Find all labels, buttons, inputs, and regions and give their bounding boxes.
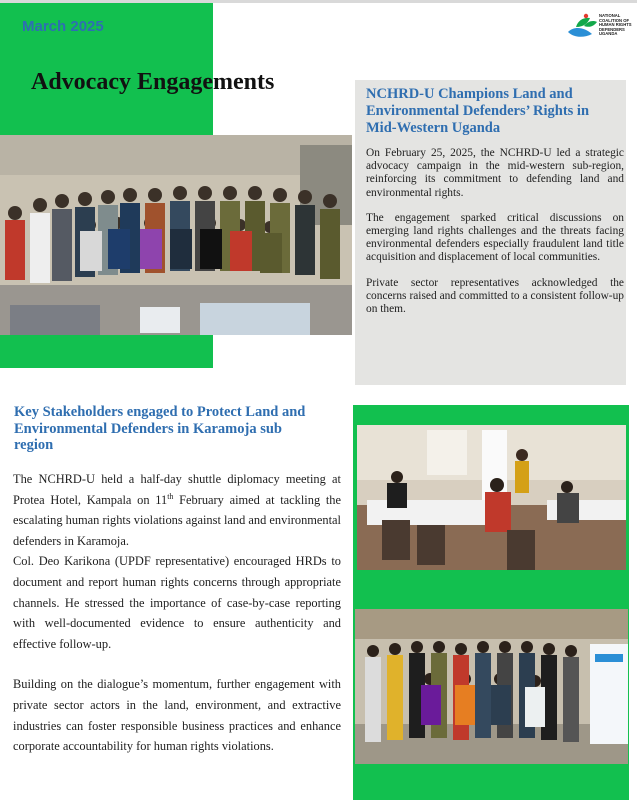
article1-title: NCHRD-U Champions Land and Environmental Defenders’ Rights in Mid-Western Uganda bbox=[366, 86, 590, 136]
group-photo-karamoja bbox=[355, 609, 628, 764]
group-photo-mid-western bbox=[0, 135, 352, 335]
article1-body bbox=[366, 147, 624, 328]
logo-hand-icon bbox=[568, 28, 592, 37]
article1-paragraph: The engagement sparked critical discussions on emerging land rights challenges and the threats facing environmental defenders especially fraudulent land title acquisition and displacement of local communities. bbox=[366, 211, 624, 264]
article2-title: Key Stakeholders engaged to Protect Land and Environmental Defenders in Karamoja sub region bbox=[14, 404, 306, 453]
article2-paragraph-3: Building on the dialogue’s momentum, further engagement with private sector actors in the land, environment, and extractive industries can foster responsible business practices and enhance corporate accountability for human rights violations. bbox=[13, 677, 341, 754]
logo-text: NATIONAL COALITION OF HUMAN RIGHTS DEFENDERS UGANDA bbox=[599, 13, 632, 37]
article1-paragraph: Private sector representatives acknowledged the concerns raised and committed to a consistent follow-up on them. bbox=[366, 276, 624, 316]
page-title: Advocacy Engagements bbox=[31, 69, 275, 95]
issue-month: March 2025 bbox=[22, 18, 104, 35]
article2-paragraph-2: Col. Deo Karikona (UPDF representative) encouraged HRDs to document and report human rights concerns through appropriate channels. He stressed the importance of case-by-case reporting with well-documented evidence to ensure authenticity and effective follow-up. bbox=[13, 554, 341, 651]
meeting-room-photo bbox=[357, 425, 626, 570]
article1-paragraph: On February 25, 2025, the NCHRD-U led a strategic advocacy campaign in the mid-western sub-region, reinforcing its commitment to defending land and environmental rights. bbox=[366, 147, 624, 199]
article2-paragraph-1: The NCHRD-U held a half-day shuttle diplomacy meeting at Protea Hotel, Kampala on 11th February aimed at tackling the escalating human rights violations against land and environmental defenders in Karamoja. bbox=[13, 472, 341, 548]
article2-body bbox=[13, 469, 341, 757]
